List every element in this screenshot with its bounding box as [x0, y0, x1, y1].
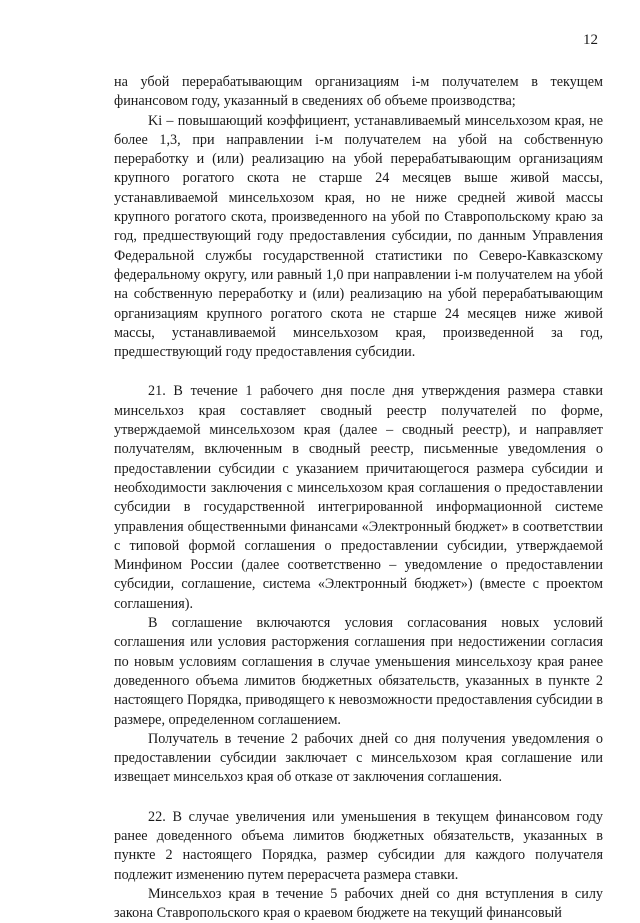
- paragraph-coefficient-definition: Ki – повышающий коэффициент, устанавливаемый минсельхозом края, не более 1,3, при направлении i-м получателем на убой на собственную переработку и (или) реализацию на убой перерабатывающим организациям крупного рогатого скота не старше 24 месяцев выше живой массы, устанавливаемой минсельхозом края, но не ниже средней живой массы крупного рогатого скота, произведенного на убой по Ставропольскому краю за год, предшествующий году предоставления субсидии, по данным Управления Федеральной службы государственной статистики по Северо-Кавказскому федеральному округу, или равный 1,0 при направлении i-м получателем на убой на собственную переработку и (или) реализацию на убой перерабатывающим организациям крупного рогатого скота не старше 24 месяцев ниже живой массы, устанавливаемой минсельхозом края, произведенной за год, предшествующий году предоставления субсидии.: [114, 112, 603, 361]
- paragraph-clause-22: 22. В случае увеличения или уменьшения в текущем финансовом году ранее доведенного объема лимитов бюджетных обязательств, указанных в пункте 2 настоящего Порядка, размер субсидии для каждого получателя подлежит изменению путем перерасчета размера ставки.: [114, 808, 603, 883]
- page-number: 12: [583, 32, 598, 48]
- paragraph-agreement-conditions: В соглашение включаются условия согласования новых условий соглашения или условия расторжения соглашения при недостижении согласия по новым условиям соглашения в случае уменьшения минсельхозу края ранее доведенного объема лимитов бюджетных обязательств, указанных в пункте 2 настоящего Порядка, приводящего к невозможности предоставления субсидии в размере, определенном соглашением.: [114, 615, 603, 728]
- paragraph-clause-21: 21. В течение 1 рабочего дня после дня утверждения размера ставки минсельхоз края составляет сводный реестр получателей по форме, утверждаемой минсельхозом края (далее – сводный реестр), и направляет получателям, включенным в сводный реестр, письменные уведомления о предоставлении субсидии с указанием причитающегося размера субсидии и необходимости заключения с минсельхозом края соглашения о предоставлении субсидии в государственной интегрированной информационной системе управления общественными финансами «Электронный бюджет» в соответствии с типовой формой соглашения о предоставлении субсидии, утверждаемой Минфином России (далее соответственно – уведомление о предоставлении субсидии, соглашение, система «Электронный бюджет») (вместе с проектом соглашения).: [114, 383, 603, 612]
- paragraph-continuation: на убой перерабатывающим организациям i-м получателем в текущем финансовом году, указанный в сведениях об объеме производства;: [114, 74, 603, 110]
- paragraph-recipient-response: Получатель в течение 2 рабочих дней со дня получения уведомления о предоставлении субсидии заключает с минсельхозом края соглашение или извещает минсельхоз края об отказе от заключения соглашения.: [114, 730, 603, 786]
- paragraph-ministry-action: Минсельхоз края в течение 5 рабочих дней со дня вступления в силу закона Ставропольского края о краевом бюджете на текущий финансовый: [114, 885, 603, 922]
- document-body: [114, 73, 603, 923]
